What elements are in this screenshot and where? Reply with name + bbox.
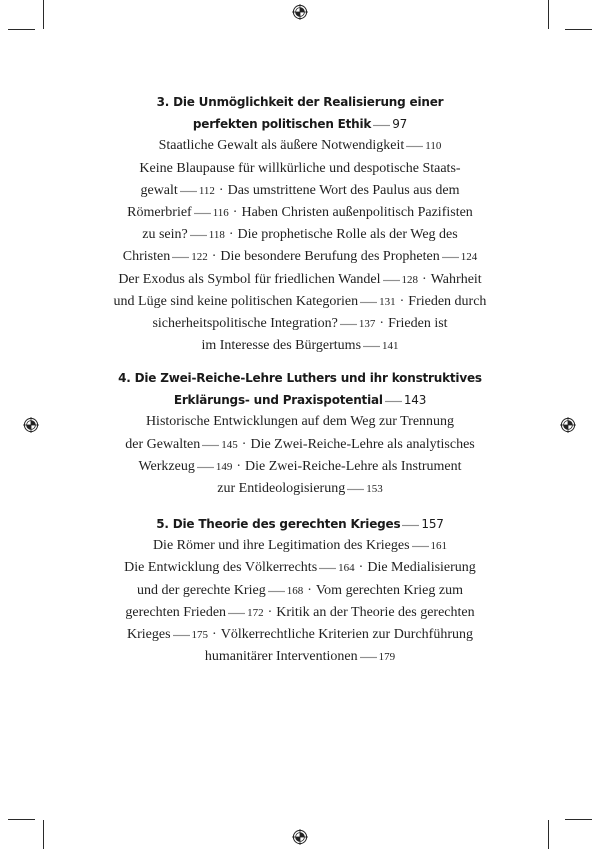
page-number[interactable]: 124 (460, 251, 478, 264)
section-heading (100, 367, 500, 411)
page-number[interactable]: 122 (191, 251, 208, 264)
entry-line (100, 624, 500, 646)
registration-mark-icon (292, 829, 308, 845)
entry-title[interactable]: Christen (122, 249, 171, 265)
entry-title[interactable]: zu sein? (142, 227, 188, 243)
section-entries (100, 411, 500, 500)
separator: · (241, 436, 247, 452)
entry-title[interactable]: und der gerechte Krieg (137, 582, 266, 598)
dot-leader (172, 256, 189, 259)
section-entries (100, 135, 500, 357)
entry-title[interactable]: Römerbrief (127, 205, 192, 221)
dot-leader (442, 256, 459, 259)
toc-section (100, 91, 500, 357)
entry-title[interactable]: Die Römer und ihre Legitimation des Krieges (152, 538, 410, 554)
separator: · (218, 182, 224, 198)
entry-line (100, 456, 500, 478)
crop-mark (43, 0, 44, 29)
page-number[interactable]: 161 (430, 540, 448, 553)
dot-leader (202, 444, 219, 447)
crop-mark (8, 819, 35, 820)
entry-title[interactable]: im Interesse des Bürgertums (201, 338, 362, 354)
page-number[interactable]: 118 (208, 229, 225, 242)
crop-mark (43, 820, 44, 849)
heading-line (100, 513, 500, 535)
entry-line (100, 158, 500, 180)
toc-section (100, 513, 500, 668)
page-number[interactable]: 153 (366, 483, 383, 496)
separator: · (236, 458, 242, 474)
separator: · (232, 205, 238, 221)
heading-line (100, 113, 500, 135)
section-heading (100, 513, 500, 535)
heading-text: 4. Die Zwei-Reiche-Lehre Luthers und ihr konstruktives (118, 371, 482, 385)
page-number[interactable]: 179 (378, 651, 396, 664)
entry-title[interactable]: Die Zwei-Reiche-Lehre als analytisches (250, 436, 475, 452)
page-number[interactable]: 175 (191, 629, 209, 642)
page-number[interactable]: 172 (247, 606, 264, 619)
entry-title[interactable]: Vom gerechten Krieg zum (315, 582, 463, 598)
heading-text: perfekten politischen Ethik (192, 117, 372, 132)
dot-leader (360, 301, 377, 304)
page-number[interactable]: 164 (338, 562, 355, 575)
crop-mark (565, 819, 592, 820)
dot-leader (228, 612, 245, 615)
separator: · (267, 604, 273, 620)
separator: · (228, 227, 234, 243)
dot-leader (180, 190, 197, 193)
separator: · (307, 582, 312, 598)
entry-line (100, 557, 500, 579)
entry-title[interactable]: Krieges (127, 627, 171, 643)
page-number[interactable]: 110 (425, 140, 442, 153)
dot-leader (268, 590, 285, 593)
entry-title[interactable]: Der Exodus als Symbol für friedlichen Wandel (118, 271, 381, 287)
entry-title[interactable]: Die Zwei-Reiche-Lehre als Instrument (245, 458, 462, 474)
dot-leader (360, 656, 377, 659)
entry-title[interactable]: Wahrheit (430, 271, 482, 287)
separator: · (379, 316, 385, 332)
entry-title[interactable]: Werkzeug (138, 458, 195, 474)
entry-title[interactable]: Die Medialisierung (367, 560, 476, 576)
crop-mark (548, 0, 549, 29)
entry-title[interactable]: sicherheitspolitische Integration? (152, 316, 338, 332)
entry-title[interactable]: Staatliche Gewalt als äußere Notwendigkeit (158, 138, 405, 154)
entry-title[interactable]: Die prophetische Rolle als der Weg des (237, 227, 458, 243)
entry-line (100, 135, 500, 157)
page-number[interactable]: 168 (286, 584, 304, 597)
dot-leader (340, 323, 357, 326)
entry-line (100, 434, 500, 456)
entry-title[interactable]: der Gewalten (125, 436, 201, 452)
crop-mark (565, 29, 592, 30)
dot-leader (385, 400, 402, 403)
page-number[interactable]: 112 (198, 184, 215, 197)
entry-title[interactable]: Frieden ist (388, 316, 448, 332)
entry-title[interactable]: Frieden durch (408, 293, 487, 309)
page-number[interactable]: 157 (421, 517, 444, 531)
page-number[interactable]: 149 (215, 460, 233, 473)
entry-title[interactable]: gerechten Frieden (125, 604, 227, 620)
entry-title[interactable]: und Lüge sind keine politischen Kategorien (113, 293, 359, 309)
separator: · (399, 293, 405, 309)
registration-mark-icon (292, 4, 308, 20)
page-number[interactable]: 145 (221, 438, 238, 451)
section-entries (100, 535, 500, 668)
entry-line (100, 646, 500, 668)
entry-title[interactable]: Haben Christen außenpolitisch Pazifisten (241, 205, 473, 221)
page-number[interactable]: 128 (401, 273, 419, 286)
entry-line (100, 202, 500, 224)
dot-leader (402, 524, 419, 527)
page-number[interactable]: 137 (358, 318, 376, 331)
registration-mark-icon (23, 417, 39, 433)
page-number[interactable]: 143 (403, 393, 427, 408)
separator: · (422, 271, 427, 287)
entry-title[interactable]: gewalt (140, 182, 178, 198)
section-heading (100, 91, 500, 135)
entry-line (100, 313, 500, 335)
separator: · (212, 627, 217, 643)
separator: · (358, 560, 364, 576)
dot-leader (347, 488, 364, 491)
entry-title[interactable]: Die besondere Berufung des Propheten (220, 249, 440, 265)
dot-leader (383, 279, 400, 282)
heading-line (100, 91, 500, 113)
dot-leader (194, 212, 211, 215)
entry-line (100, 580, 500, 602)
entry-title[interactable]: humanitärer Interventionen (204, 649, 358, 665)
entry-line (100, 180, 500, 202)
dot-leader (406, 145, 423, 148)
entry-line (100, 224, 500, 246)
entry-title[interactable]: Die Entwicklung des Völkerrechts (124, 560, 318, 576)
dot-leader (197, 466, 214, 469)
entry-title[interactable]: Historische Entwicklungen auf dem Weg zur Trennung (145, 414, 455, 430)
separator: · (211, 249, 217, 265)
dot-leader (190, 234, 207, 237)
entry-line (100, 411, 500, 433)
page-number[interactable]: 131 (379, 295, 396, 308)
crop-mark (8, 29, 35, 30)
page-number[interactable]: 141 (382, 340, 399, 353)
dot-leader (363, 345, 380, 348)
entry-line (100, 535, 500, 557)
dot-leader (173, 634, 190, 637)
entry-title[interactable]: Kritik an der Theorie des gerechten (276, 604, 475, 620)
entry-line (100, 478, 500, 500)
entry-line (100, 246, 500, 268)
heading-text: Erklärungs- und Praxispotential (173, 393, 383, 408)
dot-leader (412, 545, 429, 548)
heading-text: 5. Die Theorie des gerechten Krieges (156, 517, 401, 531)
dot-leader (319, 567, 336, 570)
heading-text: 3. Die Unmöglichkeit der Realisierung einer (156, 95, 444, 109)
heading-line (100, 367, 500, 389)
entry-line (100, 291, 500, 313)
page-number[interactable]: 97 (392, 117, 408, 132)
crop-mark (548, 820, 549, 849)
entry-title[interactable]: zur Entideologisierung (217, 481, 346, 497)
registration-mark-icon (560, 417, 576, 433)
entry-line (100, 269, 500, 291)
entry-title[interactable]: Keine Blaupause für willkürliche und despotische Staats- (139, 160, 461, 176)
toc-section (100, 367, 500, 500)
entry-title[interactable]: Das umstrittene Wort des Paulus aus dem (227, 182, 460, 198)
entry-line (100, 335, 500, 357)
entry-line (100, 602, 500, 624)
heading-line (100, 389, 500, 411)
dot-leader (373, 124, 390, 127)
entry-title[interactable]: Völkerrechtliche Kriterien zur Durchführung (220, 627, 473, 643)
page-number[interactable]: 116 (212, 207, 229, 220)
